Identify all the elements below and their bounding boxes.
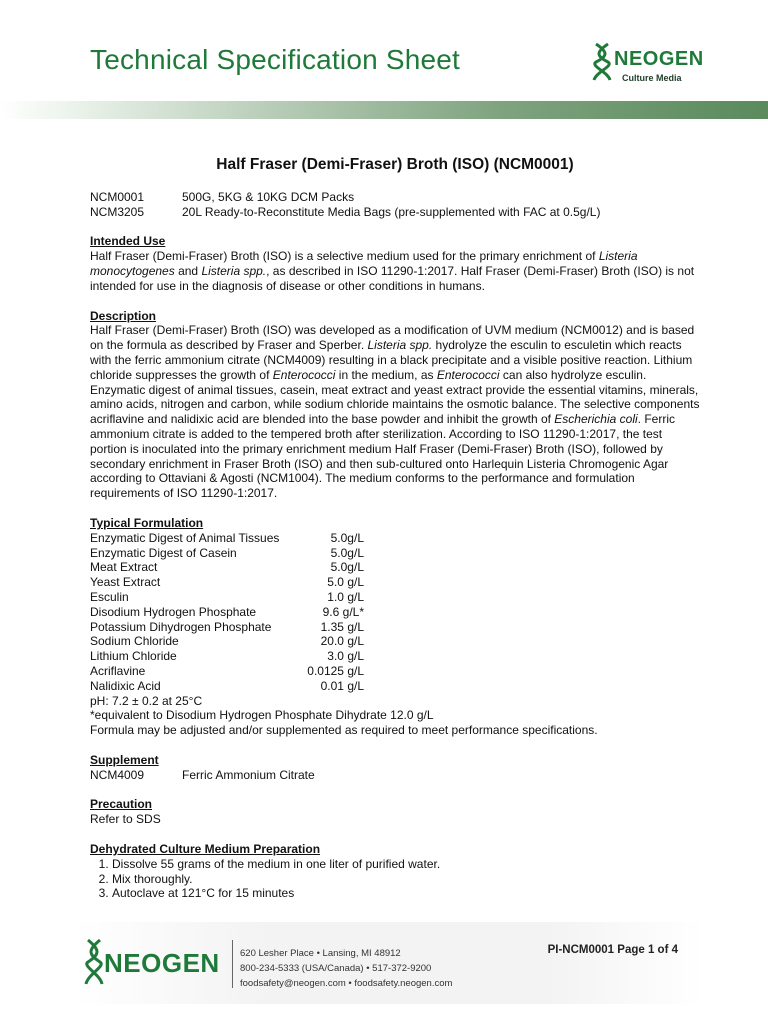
section-heading: Supplement <box>90 752 159 767</box>
text-run: . Ferric ammonium citrate is added to the tempered broth after sterilization. According to ISO 11290-1:2017, the test portion is inoculated into the primary enrichment medium Half Fraser (Demi-Fraser) Broth (ISO), followed by secondary enrichment in Fraser Broth (ISO) and then sub-cultured onto Harlequin Listeria Chromogenic Agar according to Ottaviani & Agosti (NCM1004). The medium conforms to the performance and formulation requirements of ISO 11290-1:2017. <box>90 412 676 501</box>
ingredient-amount: 20.0 g/L <box>320 634 364 649</box>
ingredient-amount: 5.0g/L <box>330 530 364 545</box>
product-code-row <box>90 190 700 205</box>
ingredient-name: Sodium Chloride <box>90 634 179 649</box>
section-heading: Typical Formulation <box>90 515 204 530</box>
ingredient-amount: 3.0 g/L <box>327 649 364 664</box>
formulation-note: Formula may be adjusted and/or supplemented as required to meet performance specifications. <box>90 723 598 738</box>
address-line: 620 Lesher Place • Lansing, MI 48912 <box>240 948 401 959</box>
formulation-row <box>90 634 700 649</box>
precaution-text: Refer to SDS <box>90 812 161 827</box>
product-code-desc: 500G, 5KG & 10KG DCM Packs <box>182 189 355 204</box>
preparation-steps <box>90 857 700 901</box>
ingredient-amount: 5.0g/L <box>330 560 364 575</box>
supplement-section <box>90 753 700 783</box>
ingredient-name: Esculin <box>90 589 129 604</box>
footer-neogen-logo <box>84 938 224 988</box>
text-run: can also hydrolyze esculin. Enzymatic digest of animal tissues, casein, meat extract and yeast extract provide the essential vitamins, minerals, amino acids, nitrogen and carbon, while sodium chloride maintains the osmotic balance. The selective components acriflavine and nalidixic acid are blended into the base powder and inhibit the growth of <box>90 367 700 427</box>
formulation-row <box>90 590 700 605</box>
supplement-code: NCM4009 <box>90 767 145 782</box>
ingredient-amount: 0.0125 g/L <box>307 663 364 678</box>
formulation-row <box>90 664 700 679</box>
text-run: in the medium, as <box>335 367 437 382</box>
formulation-row <box>90 620 700 635</box>
product-code-desc: 20L Ready-to-Reconstitute Media Bags (pre-supplemented with FAC at 0.5g/L) <box>182 204 601 219</box>
document-title: Half Fraser (Demi-Fraser) Broth (ISO) (NCM0001) <box>216 156 574 173</box>
italic-run: Listeria spp. <box>367 338 433 353</box>
preparation-section <box>90 842 700 901</box>
ingredient-name: Enzymatic Digest of Animal Tissues <box>90 530 280 545</box>
formulation-row <box>90 649 700 664</box>
footer-logo-wordmark: NEOGEN <box>104 948 220 978</box>
footer-divider <box>232 940 233 988</box>
text-run: Half Fraser (Demi-Fraser) Broth (ISO) was developed as a modification of UVM medium (NCM0012) and is based on the formula as described by Fraser and Sperber. <box>90 323 695 353</box>
logo-wordmark: NEOGEN <box>614 48 704 70</box>
product-code: NCM3205 <box>90 204 145 219</box>
footer-address <box>240 946 452 991</box>
ingredient-name: Potassium Dihydrogen Phosphate <box>90 619 272 634</box>
formulation-row <box>90 531 700 546</box>
ingredient-name: Disodium Hydrogen Phosphate <box>90 604 257 619</box>
product-code: NCM0001 <box>90 189 145 204</box>
italic-run: Listeria monocytogenes <box>90 249 638 278</box>
ingredient-amount: 5.0g/L <box>330 545 364 560</box>
ingredient-name: Yeast Extract <box>90 575 161 590</box>
ingredient-amount: 5.0 g/L <box>327 575 364 590</box>
preparation-step: 2. Mix thoroughly. <box>112 872 700 887</box>
section-heading: Precaution <box>90 797 153 812</box>
description-text <box>90 323 700 501</box>
ingredient-amount: 1.0 g/L <box>327 589 364 604</box>
logo-subtext: Culture Media <box>622 73 682 83</box>
section-heading: Description <box>90 308 157 323</box>
ingredient-name: Acriflavine <box>90 663 146 678</box>
formulation-row <box>90 605 700 620</box>
address-line: foodsafety@neogen.com • foodsafety.neogen.com <box>240 978 453 989</box>
formulation-row <box>90 560 700 575</box>
ingredient-name: Meat Extract <box>90 560 158 575</box>
ingredient-name: Nalidixic Acid <box>90 678 161 693</box>
preparation-step: 1. Dissolve 55 grams of the medium in one liter of purified water. <box>112 857 700 872</box>
address-line: 800-234-5333 (USA/Canada) • 517-372-9200 <box>240 963 432 974</box>
neogen-helix-icon <box>84 938 106 986</box>
product-code-row <box>90 205 700 220</box>
italic-run: Enterococci <box>272 367 336 382</box>
supplement-row <box>90 768 700 783</box>
text-run: hydrolyze the esculin to esculetin which reacts with the ferric ammonium citrate (NCM4009) resulting in a black precipitate and a visible positive reaction. Lithium chloride suppresses the growth of <box>90 338 693 382</box>
neogen-logo <box>592 40 712 86</box>
ingredient-name: Lithium Chloride <box>90 649 177 664</box>
page-number: PI-NCM0001 Page 1 of 4 <box>547 944 678 956</box>
page-footer <box>74 922 704 1004</box>
italic-run: Enterococci <box>436 367 500 382</box>
intended-use-section <box>90 234 700 293</box>
description-section <box>90 309 700 501</box>
formulation-row <box>90 575 700 590</box>
supplement-name: Ferric Ammonium Citrate <box>182 767 315 782</box>
section-heading: Dehydrated Culture Medium Preparation <box>90 842 321 857</box>
ph-line: pH: 7.2 ± 0.2 at 25°C <box>90 693 203 708</box>
ingredient-amount: 9.6 g/L* <box>322 604 364 619</box>
section-heading: Intended Use <box>90 234 166 249</box>
text-run: and <box>174 263 202 278</box>
intended-use-text <box>90 249 700 293</box>
formulation-section <box>90 516 700 738</box>
product-codes <box>90 190 700 220</box>
document-body <box>90 158 700 901</box>
formulation-table <box>90 531 700 694</box>
italic-run: Escherichia coli <box>554 412 638 427</box>
neogen-helix-icon <box>592 42 614 82</box>
precaution-section <box>90 797 700 827</box>
ingredient-name: Enzymatic Digest of Casein <box>90 545 237 560</box>
text-run: , as described in ISO 11290-1:2017. Half Fraser (Demi-Fraser) Broth (ISO) is not intended for use in the diagnosis of disease or other conditions in humans. <box>90 263 695 293</box>
formulation-row <box>90 546 700 561</box>
italic-run: Listeria spp. <box>201 263 267 278</box>
formulation-row <box>90 679 700 694</box>
header-gradient-band <box>0 101 768 119</box>
preparation-step: 3. Autoclave at 121°C for 15 minutes <box>112 886 700 901</box>
formulation-footnote: *equivalent to Disodium Hydrogen Phosphate Dihydrate 12.0 g/L <box>90 708 434 723</box>
page-header-title: Technical Specification Sheet <box>90 44 461 75</box>
text-run: Half Fraser (Demi-Fraser) Broth (ISO) is a selective medium used for the primary enrichment of <box>90 249 599 264</box>
ingredient-amount: 0.01 g/L <box>320 678 364 693</box>
ingredient-amount: 1.35 g/L <box>320 619 364 634</box>
